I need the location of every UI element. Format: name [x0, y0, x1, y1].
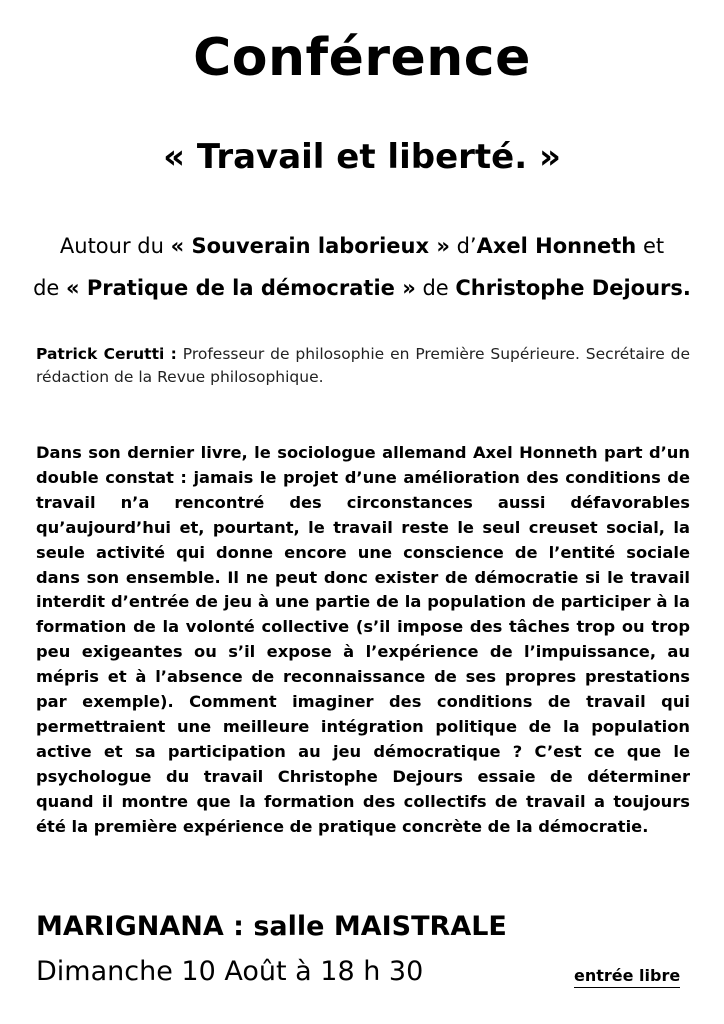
entry-free-label: entrée libre	[574, 966, 680, 988]
event-location: MARIGNANA : salle MAISTRALE	[36, 911, 507, 942]
about-prefix: Autour du	[59, 234, 171, 258]
page-title: Conférence	[193, 28, 531, 88]
conference-subtitle: « Travail et liberté. »	[163, 137, 561, 177]
about-line-1	[0, 225, 724, 267]
about-mid: d’	[449, 234, 477, 258]
about-prefix-2: de	[33, 276, 67, 300]
about-section	[0, 225, 724, 309]
about-mid-2: de	[415, 276, 456, 300]
speaker-info	[36, 343, 690, 389]
description-paragraph: Dans son dernier livre, le sociologue allemand Axel Honneth part d’un double constat : jamais le projet d’une amélioration des conditions de travail n’a rencontré des circonstances aussi défavorables qu’aujourd’hui et, pourtant, le travail reste le seul creuset social, la seule activité qui donne encore une conscience de l’entité sociale dans son ensemble. Il ne peut donc exister de démocratie si le travail interdit d’entrée de jeu à une partie de la population de participer à la formation de la volonté collective (s’il impose des tâches trop ou trop peu exigeantes ou s’il expose à l’expérience de l’impuissance, au mépris et à l’absence de reconnaissance de ses propres prestations par exemple). Comment imaginer des conditions de travail qui permettraient une meilleure intégration politique de la population active et sa participation au jeu démocratique ? C’est ce que le psychologue du travail Christophe Dejours essaie de déterminer quand il montre que la formation des collectifs de travail a toujours été la première expérience de pratique concrète de la démocratie.	[36, 443, 690, 836]
about-line-2	[0, 267, 724, 309]
speaker-bio: Professeur de philosophie en Première Supérieure. Secrétaire de rédaction de la Revue philosophique.	[36, 345, 690, 386]
author-name-1: Axel Honneth	[476, 234, 637, 258]
speaker-name: Patrick Cerutti :	[36, 345, 177, 363]
event-date: Dimanche 10 Août à 18 h 30	[36, 956, 424, 987]
book-title-2: « Pratique de la démocratie »	[66, 276, 416, 300]
author-name-2: Christophe Dejours.	[455, 276, 691, 300]
book-title-1: « Souverain laborieux »	[170, 234, 450, 258]
about-suffix: et	[636, 234, 665, 258]
